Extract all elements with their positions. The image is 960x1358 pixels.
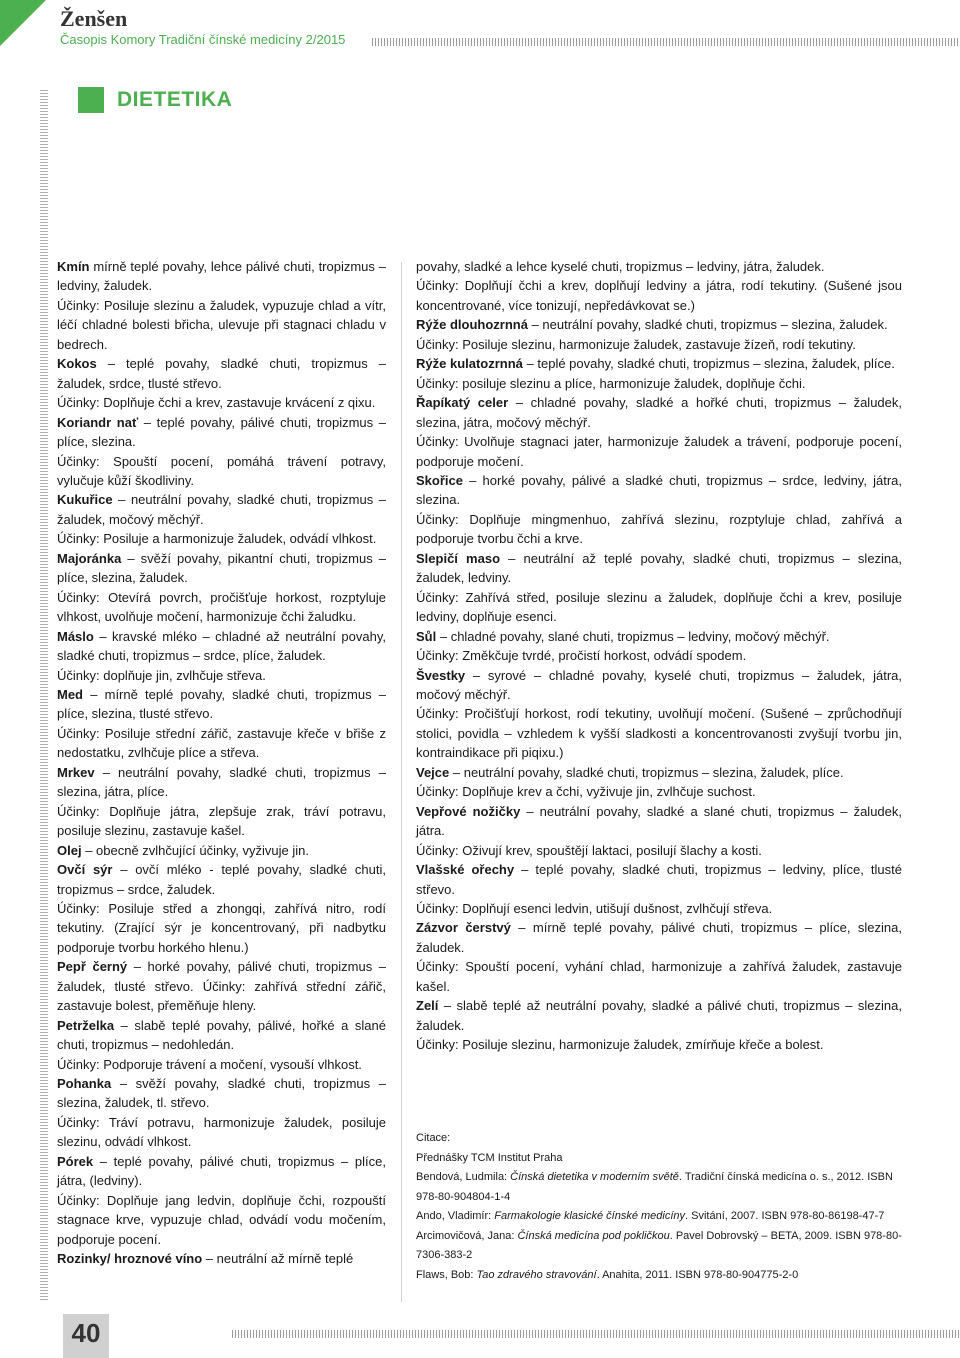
magazine-title: Ženšen — [60, 6, 128, 31]
paragraph — [57, 452, 386, 491]
text-run: Účinky: Posiluje střed a zhongqi, zahřívá nitro, rodí tekutiny. (Zrající sýr je koncentrovaný, při nadbytku podporuje tvorbu horkého hlenu.) — [57, 900, 386, 955]
entry-term: Pórek — [57, 1153, 94, 1169]
text-run: Účinky: Doplňuje mingmenhuo, zahřívá slezinu, rozptyluje chlad, zahřívá a podporuje tvorbu čchi a krve. — [416, 511, 902, 547]
paragraph — [57, 666, 386, 685]
text-run: – slabě teplé povahy, pálivé, hořké a slané chuti, tropizmus – nedohledán. — [57, 1017, 386, 1053]
citation-item — [416, 1207, 906, 1227]
text-run: – svěží povahy, sladké chuti, tropizmus – slezina, žaludek, tl. střevo. — [57, 1076, 386, 1111]
citation-item — [416, 1149, 906, 1169]
text-run: – mírně teplé povahy, pálivé chuti, tropizmus – plíce, slezina, žaludek. — [416, 920, 902, 955]
entry-term: Petrželka — [57, 1017, 115, 1033]
text-run: . Tradiční čínská medicína o. s., 2012. ISBN 978-80-904804-1-4 — [416, 1171, 893, 1203]
text-run: . Anahita, 2011. ISBN 978-80-904775-2-0 — [596, 1268, 799, 1281]
paragraph — [57, 296, 386, 354]
entry-term: Rýže dlouhozrnná — [416, 317, 528, 333]
text-run: Účinky: Posiluje slezinu, harmonizuje žaludek, zmírňuje křeče a bolest. — [416, 1037, 824, 1053]
paragraph — [416, 899, 902, 918]
paragraph — [416, 354, 902, 373]
citation-item — [416, 1227, 906, 1266]
left-column — [57, 257, 386, 1269]
paragraph — [57, 841, 386, 860]
book-title: Farmakologie klasické čínské medicíny — [494, 1210, 686, 1222]
text-run: Účinky: Zahřívá střed, posiluje slezinu a žaludek, doplňuje čchi a krev, posiluje ledviny, doplňuje esenci. — [416, 589, 902, 625]
text-run: Účinky: Spouští pocení, pomáhá trávení potravy, vylučuje kůží škodliviny. — [57, 453, 386, 488]
text-run: Arcimovičová, Jana: — [416, 1229, 518, 1242]
text-run: – neutrální povahy, sladké chuti, tropizmus – slezina, žaludek. — [527, 317, 888, 333]
corner-accent — [0, 0, 46, 46]
text-run: – chladné povahy, sladké a hořké chuti, tropizmus – žaludek, slezina, játra, močový měchýř. — [416, 395, 902, 430]
text-run: – teplé povahy, sladké chuti, tropizmus – žaludek, srdce, tlusté střevo. — [57, 356, 386, 391]
entry-term: Skořice — [416, 472, 463, 488]
text-run: . Svitání, 2007. ISBN 978-80-86198-47-7 — [685, 1210, 885, 1222]
paragraph — [57, 1074, 386, 1113]
paragraph — [416, 471, 902, 510]
text-run: Účinky: Doplňuje krev a čchi, vyživuje jin, zvlhčuje suchost. — [416, 784, 756, 800]
paragraph — [57, 763, 386, 802]
paragraph — [57, 588, 386, 627]
paragraph — [416, 315, 902, 334]
text-run: Účinky: Oživují krev, spouštějí laktaci, posilují šlachy a kosti. — [416, 842, 762, 858]
text-run: Přednášky TCM Institut Praha — [416, 1151, 563, 1164]
text-run: – ovčí mléko - teplé povahy, sladké chuti, tropizmus – srdce, žaludek. — [57, 862, 386, 897]
paragraph — [416, 996, 902, 1035]
paragraph — [416, 374, 902, 393]
paragraph — [416, 802, 902, 841]
paragraph — [416, 763, 902, 782]
section-title: DIETETIKA — [117, 88, 233, 111]
text-run: – teplé povahy, sladké chuti, tropizmus – slezina, žaludek, plíce. — [522, 356, 895, 372]
text-run: Účinky: doplňuje jin, zvlhčuje střeva. — [57, 667, 266, 683]
text-run: . Pavel Dobrovský – BETA, 2009. ISBN 978-80-7306-383-2 — [416, 1229, 902, 1261]
paragraph — [57, 899, 386, 957]
text-run: – obecně zvlhčující účinky, vyživuje jin. — [81, 842, 309, 858]
entry-term: Mrkev — [57, 764, 95, 780]
paragraph — [57, 1016, 386, 1055]
text-run: Účinky: Doplňují čchi a krev, doplňují ledviny a játra, rodí tekutiny. (Sušené jsou koncentrované, více tonizují, nepředávkovat se.) — [416, 278, 902, 313]
text-run: – slabě teplé až neutrální povahy, sladké a pálivé chuti, tropizmus – slezina, žaludek. — [416, 998, 902, 1033]
text-run: Účinky: Otevírá povrch, pročišťuje horkost, rozptyluje vlhkost, uvolňuje močení, harmonizuje čchi žaludku. — [57, 589, 386, 625]
book-title: Čínská dietetika v moderním světě — [510, 1171, 679, 1183]
text-run: Účinky: Tráví potravu, harmonizuje žaludek, posiluje slezinu, odvádí vlhkost. — [57, 1114, 386, 1150]
paragraph — [416, 549, 902, 588]
paragraph — [57, 627, 386, 666]
paragraph — [416, 957, 902, 996]
paragraph — [57, 685, 386, 724]
text-run: – horké povahy, pálivé chuti, tropizmus – žaludek, tlusté střevo. Účinky: zahřívá střední zářič, zastavuje bolest, přeměňuje hleny. — [57, 959, 387, 1014]
text-run: – syrové – chladné povahy, kyselé chuti, tropizmus – žaludek, játra, močový měchýř. — [416, 667, 902, 702]
column-divider — [401, 262, 402, 1302]
paragraph — [416, 841, 902, 860]
paragraph — [57, 354, 386, 393]
paragraph — [57, 1191, 386, 1249]
text-run: Účinky: Posiluje střední zářič, zastavuje křeče v břiše z nedostatku, zvlhčuje plíce a střeva. — [57, 725, 386, 761]
text-run: Účinky: Spouští pocení, vyhání chlad, harmonizuje a zahřívá žaludek, zastavuje kašel. — [416, 959, 902, 994]
paragraph — [416, 393, 902, 432]
text-run: Účinky: Doplňují esenci ledvin, utišují dušnost, zvlhčují střeva. — [416, 900, 773, 916]
entry-term: Pepř černý — [57, 959, 128, 975]
paragraph — [57, 257, 386, 296]
paragraph — [416, 335, 902, 354]
entry-term: Ovčí sýr — [57, 862, 113, 878]
entry-term: Vejce — [416, 764, 450, 780]
text-run: Ando, Vladimír: — [416, 1210, 495, 1222]
entry-term: Pohanka — [57, 1076, 112, 1092]
text-run: Účinky: Pročišťují horkost, rodí tekutiny, uvolňují močení. (Sušené – zprůchodňují stolici, povidla – vzhledem k vyšší sladkosti a koncentrovanosti zvyšují tvorbu jin, kontraindikace při piqixu.) — [416, 706, 902, 761]
paragraph — [57, 393, 386, 412]
citations — [416, 1129, 906, 1285]
entry-term: Med — [57, 686, 83, 702]
paragraph — [57, 1113, 386, 1152]
text-run: – neutrální až teplé povahy, sladké chuti, tropizmus – slezina, žaludek, ledviny. — [416, 550, 903, 586]
text-run: Účinky: Posiluje slezinu, harmonizuje žaludek, zastavuje žízeň, rodí tekutiny. — [416, 336, 856, 352]
entry-term: Rýže kulatozrnná — [416, 356, 523, 372]
entry-term: Majoránka — [57, 550, 122, 566]
text-run: – teplé povahy, pálivé chuti, tropizmus – plíce, játra, (ledviny). — [57, 1153, 386, 1189]
paragraph — [57, 413, 386, 452]
book-title: Čínská medicína pod pokličkou — [517, 1229, 670, 1242]
text-run: Účinky: Uvolňuje stagnaci jater, harmonizuje žaludek a trávení, podporuje pocení, podporuje močení. — [416, 434, 902, 469]
paragraph — [57, 802, 386, 841]
paragraph — [416, 646, 902, 665]
header-decoration — [372, 38, 960, 46]
entry-term: Řapíkatý celer — [416, 395, 509, 411]
paragraph — [57, 957, 386, 1015]
footer-decoration — [232, 1330, 960, 1338]
citation-item — [416, 1266, 906, 1286]
paragraph — [416, 627, 902, 646]
entry-term: Vepřové nožičky — [416, 803, 521, 819]
text-run: povahy, sladké a lehce kyselé chuti, tropizmus – ledviny, játra, žaludek. — [416, 259, 825, 274]
magazine-subtitle: Časopis Komory Tradiční čínské medicíny 2/2015 — [60, 32, 346, 47]
entry-term: Slepičí maso — [416, 550, 501, 566]
paragraph — [416, 432, 902, 471]
entry-term: Rozinky/ hroznové víno — [57, 1251, 203, 1267]
text-run: – neutrální až mírně teplé — [202, 1251, 354, 1267]
paragraph — [57, 860, 386, 899]
text-run: – neutrální povahy, sladké chuti, tropizmus – slezina, játra, plíce. — [57, 764, 386, 800]
paragraph — [57, 549, 386, 588]
citations-list — [416, 1149, 906, 1286]
entry-term: Sůl — [416, 628, 437, 644]
text-run: – svěží povahy, pikantní chuti, tropizmus – plíce, slezina, žaludek. — [57, 550, 386, 586]
paragraph — [416, 510, 902, 549]
text-run: – mírně teplé povahy, sladké chuti, tropizmus – plíce, slezina, tlusté střevo. — [57, 686, 386, 722]
paragraph — [57, 529, 386, 548]
text-run: – chladné povahy, slané chuti, tropizmus – ledviny, močový měchýř. — [436, 628, 830, 644]
paragraph — [416, 276, 902, 315]
page-number: 40 — [71, 1318, 101, 1348]
entry-term: Zelí — [416, 998, 439, 1014]
text-run: – teplé povahy, sladké chuti, tropizmus – ledviny, plíce, tlusté střevo. — [416, 862, 902, 897]
text-run: Účinky: Posiluje slezinu a žaludek, vypuzuje chlad a vítr, léčí chladné bolesti břicha, ulevuje při stagnaci chladu v bedrech. — [57, 297, 386, 352]
paragraph — [416, 666, 902, 705]
text-run: Účinky: Posiluje a harmonizuje žaludek, odvádí vlhkost. — [57, 531, 377, 547]
text-run: Účinky: Doplňuje játra, zlepšuje zrak, tráví potravu, posiluje slezinu, zastavuje kašel. — [57, 803, 386, 839]
paragraph — [416, 588, 902, 627]
text-run: – neutrální povahy, sladké chuti, tropizmus – slezina, žaludek, plíce. — [449, 764, 844, 780]
paragraph — [416, 1035, 902, 1054]
text-run: – teplé povahy, pálivé chuti, tropizmus – plíce, slezina. — [57, 414, 386, 450]
entry-term: Koriandr nať — [57, 414, 139, 430]
entry-term: Máslo — [57, 628, 94, 644]
paragraph — [57, 1055, 386, 1074]
paragraph — [57, 724, 386, 763]
text-run: Účinky: Doplňuje jang ledvin, doplňuje čchi, rozpouští stagnace krve, vypuzuje chlad, odvádí vodu močením, podporuje pocení. — [57, 1192, 386, 1247]
entry-term: Kmín — [57, 259, 90, 274]
text-run: – horké povahy, pálivé a sladké chuti, tropizmus – srdce, ledviny, játra, slezina. — [416, 472, 902, 508]
text-run: Flaws, Bob: — [416, 1268, 477, 1281]
paragraph — [416, 918, 902, 957]
entry-term: Švestky — [416, 667, 466, 683]
entry-term: Olej — [57, 842, 82, 858]
text-run: – neutrální povahy, sladké a slané chuti, tropizmus – žaludek, játra. — [416, 803, 902, 839]
entry-term: Kokos — [57, 356, 97, 372]
text-run: mírně teplé povahy, lehce pálivé chuti, tropizmus – ledviny, žaludek. — [57, 259, 386, 294]
right-column — [416, 257, 902, 1055]
paragraph — [57, 1152, 386, 1191]
text-run: Účinky: posiluje slezinu a plíce, harmonizuje žaludek, doplňuje čchi. — [416, 375, 806, 391]
text-run: Účinky: Doplňuje čchi a krev, zastavuje krvácení z qixu. — [57, 395, 376, 411]
text-run: – neutrální povahy, sladké chuti, tropizmus – žaludek, močový měchýř. — [57, 492, 386, 527]
side-decoration — [40, 90, 48, 1300]
paragraph — [416, 704, 902, 762]
book-title: Tao zdravého stravování — [476, 1268, 597, 1281]
text-run: Bendová, Ludmila: — [416, 1171, 511, 1183]
entry-term: Zázvor čerstvý — [416, 920, 511, 936]
text-run: Účinky: Změkčuje tvrdé, pročistí horkost, odvádí spodem. — [416, 648, 747, 664]
paragraph — [416, 782, 902, 801]
citation-item — [416, 1168, 906, 1207]
paragraph — [416, 860, 902, 899]
paragraph — [416, 257, 902, 276]
section-marker — [78, 87, 104, 113]
entry-term: Kukuřice — [57, 492, 113, 508]
text-run: Účinky: Podporuje trávení a močení, vysouší vlhkost. — [57, 1056, 362, 1072]
citations-label: Citace: — [416, 1132, 451, 1144]
paragraph — [57, 490, 386, 529]
entry-term: Vlašské ořechy — [416, 862, 515, 878]
paragraph — [57, 1249, 386, 1268]
text-run: – kravské mléko – chladné až neutrální povahy, sladké chuti, tropizmus – srdce, plíce, žaludek. — [57, 628, 386, 664]
